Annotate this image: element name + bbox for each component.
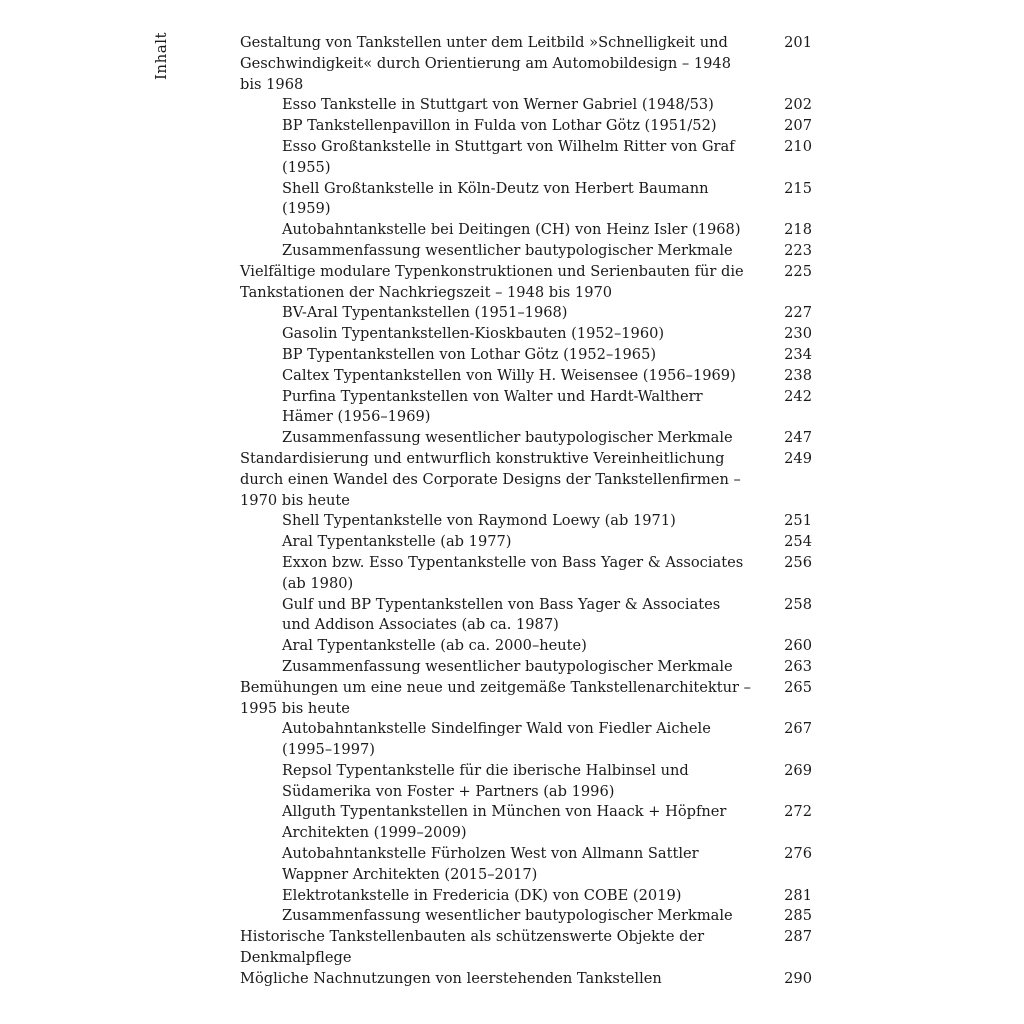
toc-subentry <box>240 366 815 387</box>
toc-page-number: 276 <box>784 845 812 863</box>
table-of-contents <box>240 33 815 990</box>
toc-subentry <box>240 657 815 678</box>
toc-page-number: 210 <box>784 137 812 155</box>
toc-subentry <box>240 511 815 532</box>
toc-page-number: 202 <box>784 96 812 114</box>
toc-subentry <box>240 553 815 595</box>
toc-entry-title: Purfina Typentankstellen von Walter und Hardt-Waltherr Hämer (1956–1969) <box>282 387 703 426</box>
toc-entry-title: Gulf und BP Typentankstellen von Bass Yager & Associates und Addison Associates (ab ca. 1987) <box>282 595 721 634</box>
toc-page-number: 267 <box>784 720 812 738</box>
toc-entry <box>240 262 815 304</box>
toc-page-number: 285 <box>784 907 812 925</box>
toc-subentry <box>240 802 815 844</box>
toc-entry-title: Mögliche Nachnutzungen von leerstehenden Tankstellen <box>240 969 662 987</box>
toc-page-number: 251 <box>784 512 812 530</box>
toc-entry-title: Shell Typentankstelle von Raymond Loewy (ab 1971) <box>282 512 676 530</box>
toc-subentry <box>240 428 815 449</box>
toc-entry-title: Vielfältige modulare Typenkonstruktionen und Serienbauten für die Tankstationen der Nachkriegszeit – 1948 bis 1970 <box>240 262 744 301</box>
toc-entry-title: Caltex Typentankstellen von Willy H. Weisensee (1956–1969) <box>282 366 736 384</box>
toc-entry-title: Historische Tankstellenbauten als schützenswerte Objekte der Denkmalpflege <box>240 928 705 967</box>
toc-page-number: 227 <box>784 304 812 322</box>
toc-page-number: 254 <box>784 533 812 551</box>
toc-page-number: 256 <box>784 553 812 571</box>
toc-entry-title: Gasolin Typentankstellen-Kioskbauten (1952–1960) <box>282 325 665 343</box>
toc-entry-title: Zusammenfassung wesentlicher bautypologischer Merkmale <box>282 657 733 675</box>
toc-page-number: 263 <box>784 657 812 675</box>
toc-page-number: 258 <box>784 595 812 613</box>
toc-subentry <box>240 387 815 429</box>
toc-entry-title: Esso Tankstelle in Stuttgart von Werner Gabriel (1948/53) <box>282 96 714 114</box>
toc-subentry <box>240 95 815 116</box>
toc-page-number: 207 <box>784 117 812 135</box>
toc-page-number: 225 <box>784 262 812 280</box>
toc-subentry <box>240 303 815 324</box>
toc-entry <box>240 678 815 720</box>
toc-subentry <box>240 241 815 262</box>
toc-subentry <box>240 116 815 137</box>
toc-page-number: 247 <box>784 429 812 447</box>
toc-page-number: 287 <box>784 928 812 946</box>
toc-entry-title: Aral Typentankstelle (ab ca. 2000–heute) <box>282 637 587 655</box>
toc-subentry <box>240 886 815 907</box>
toc-entry-title: Standardisierung und entwurflich konstruktive Vereinheitlichung durch einen Wandel des Corporate Designs der Tankstellenfirmen – 1970 bis heute <box>240 449 741 509</box>
toc-entry-title: Allguth Typentankstellen in München von Haack + Höpfner Architekten (1999–2009) <box>282 803 727 842</box>
toc-subentry <box>240 179 815 221</box>
toc-entry-title: Esso Großtankstelle in Stuttgart von Wilhelm Ritter von Graf (1955) <box>282 137 735 176</box>
toc-subentry <box>240 220 815 241</box>
toc-entry-title: Elektrotankstelle in Fredericia (DK) von COBE (2019) <box>282 886 682 904</box>
toc-entry-title: Zusammenfassung wesentlicher bautypologischer Merkmale <box>282 241 733 259</box>
toc-entry-title: Exxon bzw. Esso Typentankstelle von Bass Yager & Associates (ab 1980) <box>282 553 744 592</box>
toc-subentry <box>240 906 815 927</box>
running-header-label: Inhalt <box>152 31 170 80</box>
toc-page-number: 260 <box>784 637 812 655</box>
toc-entry-title: BV-Aral Typentankstellen (1951–1968) <box>282 304 568 322</box>
toc-page-number: 290 <box>784 969 812 987</box>
toc-subentry <box>240 844 815 886</box>
toc-subentry <box>240 532 815 553</box>
toc-subentry <box>240 719 815 761</box>
toc-page-number: 249 <box>784 449 812 467</box>
toc-subentry <box>240 345 815 366</box>
toc-entry-title: Repsol Typentankstelle für die iberische Halbinsel und Südamerika von Foster + Partners (ab 1996) <box>282 761 689 800</box>
toc-entry-title: Bemühungen um eine neue und zeitgemäße Tankstellenarchitektur – 1995 bis heute <box>240 678 751 717</box>
toc-entry-title: Shell Großtankstelle in Köln-Deutz von Herbert Baumann (1959) <box>282 179 709 218</box>
toc-page-number: 230 <box>784 325 812 343</box>
toc-entry-title: Zusammenfassung wesentlicher bautypologischer Merkmale <box>282 907 733 925</box>
toc-subentry <box>240 137 815 179</box>
toc-page-number: 215 <box>784 179 812 197</box>
toc-entry-title: Autobahntankstelle Fürholzen West von Allmann Sattler Wappner Architekten (2015–2017) <box>282 845 699 883</box>
toc-page-number: 238 <box>784 366 812 384</box>
toc-subentry <box>240 761 815 803</box>
toc-subentry <box>240 595 815 637</box>
toc-entry-title: Zusammenfassung wesentlicher bautypologischer Merkmale <box>282 429 733 447</box>
toc-entry-title: BP Typentankstellen von Lothar Götz (1952–1965) <box>282 345 657 363</box>
toc-page-number: 269 <box>784 761 812 779</box>
toc-page-number: 272 <box>784 803 812 821</box>
toc-entry <box>240 33 815 95</box>
toc-page-number: 281 <box>784 886 812 904</box>
toc-entry <box>240 449 815 511</box>
toc-page-number: 265 <box>784 678 812 696</box>
toc-page-number: 242 <box>784 387 812 405</box>
toc-entry-title: Autobahntankstelle bei Deitingen (CH) von Heinz Isler (1968) <box>282 221 741 239</box>
toc-entry-title: BP Tankstellenpavillon in Fulda von Lothar Götz (1951/52) <box>282 117 717 135</box>
toc-entry <box>240 927 815 969</box>
toc-entry-title: Gestaltung von Tankstellen unter dem Leitbild »Schnelligkeit und Geschwindigkeit« durch Orientierung am Automobildesign – 1948 bis 1968 <box>240 34 731 93</box>
toc-page-number: 218 <box>784 221 812 239</box>
toc-page-number: 223 <box>784 241 812 259</box>
toc-page-number: 201 <box>784 34 812 51</box>
toc-entry-title: Aral Typentankstelle (ab 1977) <box>282 533 512 551</box>
toc-entry <box>240 969 815 990</box>
toc-subentry <box>240 636 815 657</box>
toc-entry-title: Autobahntankstelle Sindelfinger Wald von Fiedler Aichele (1995–1997) <box>282 720 711 759</box>
toc-subentry <box>240 324 815 345</box>
toc-page-number: 234 <box>784 345 812 363</box>
